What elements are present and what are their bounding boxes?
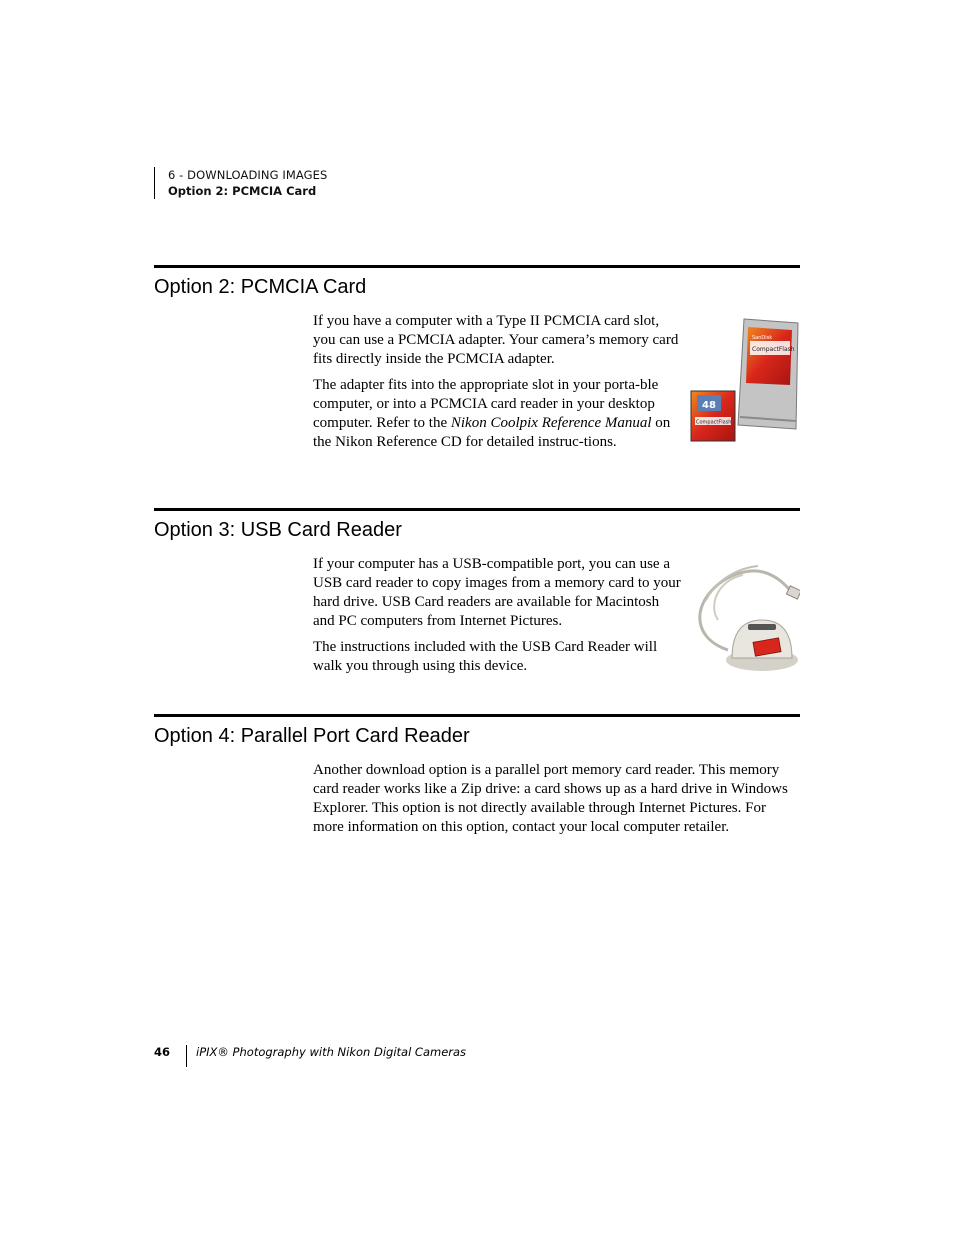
paragraph: The instructions included with the USB Card Reader will walk you through using this device. — [313, 639, 658, 674]
section-heading: Option 4: Parallel Port Card Reader — [154, 725, 470, 747]
section-option-3 — [154, 508, 800, 698]
section-rule — [154, 714, 800, 717]
running-head-chapter: 6 - DOWNLOADING IMAGES — [168, 168, 328, 182]
cf-card-label: CompactFlash — [696, 419, 732, 426]
section-body — [313, 555, 683, 683]
adapter-card-brand: SanDisk — [752, 335, 773, 341]
adapter-card-label: CompactFlash — [752, 346, 795, 353]
section-body — [313, 761, 800, 844]
cf-card-capacity: 48 — [702, 400, 716, 411]
paragraph: If you have a computer with a Type II PCMCIA card slot, you can use a PCMCIA adapter. Your camera’s memory card fits directly inside the PCMCIA adapter. — [313, 313, 679, 367]
paragraph-text: on the Nikon Reference CD for detailed instruc-tions. — [313, 415, 671, 450]
section-heading: Option 2: PCMCIA Card — [154, 276, 367, 298]
book-title: iPIX® Photography with Nikon Digital Cameras — [196, 1045, 467, 1059]
paragraph: Another download option is a parallel port memory card reader. This memory card reader works like a Zip drive: a card shows up as a hard drive in Windows Explorer. This option is not directly available through Internet Pictures. For more information on this option, contact your local computer retailer. — [313, 762, 788, 835]
paragraph: If your computer has a USB-compatible port, you can use a USB card reader to copy images from a memory card to your hard drive. USB Card readers are available for Macintosh and PC computers from Internet Pictures. — [313, 556, 681, 629]
usb-card-reader-image — [688, 560, 800, 672]
section-rule — [154, 508, 800, 511]
paragraph-text: The adapter fits into the appropriate slot in your porta-ble computer, or into a PCMCIA card reader in your desktop computer. Refer to the — [313, 377, 659, 431]
pcmcia-adapter-image — [688, 317, 802, 443]
running-head-section: Option 2: PCMCIA Card — [168, 184, 317, 198]
manual-title: Nikon Coolpix Reference Manual — [450, 415, 652, 431]
section-rule — [154, 265, 800, 268]
section-body — [313, 312, 683, 459]
section-option-2 — [154, 265, 800, 495]
footer-divider — [186, 1045, 187, 1067]
page-footer — [154, 1045, 466, 1067]
running-head — [154, 167, 327, 199]
section-heading: Option 3: USB Card Reader — [154, 519, 402, 541]
section-option-4 — [154, 714, 800, 874]
page-number: 46 — [154, 1045, 171, 1059]
paragraph — [313, 376, 683, 452]
